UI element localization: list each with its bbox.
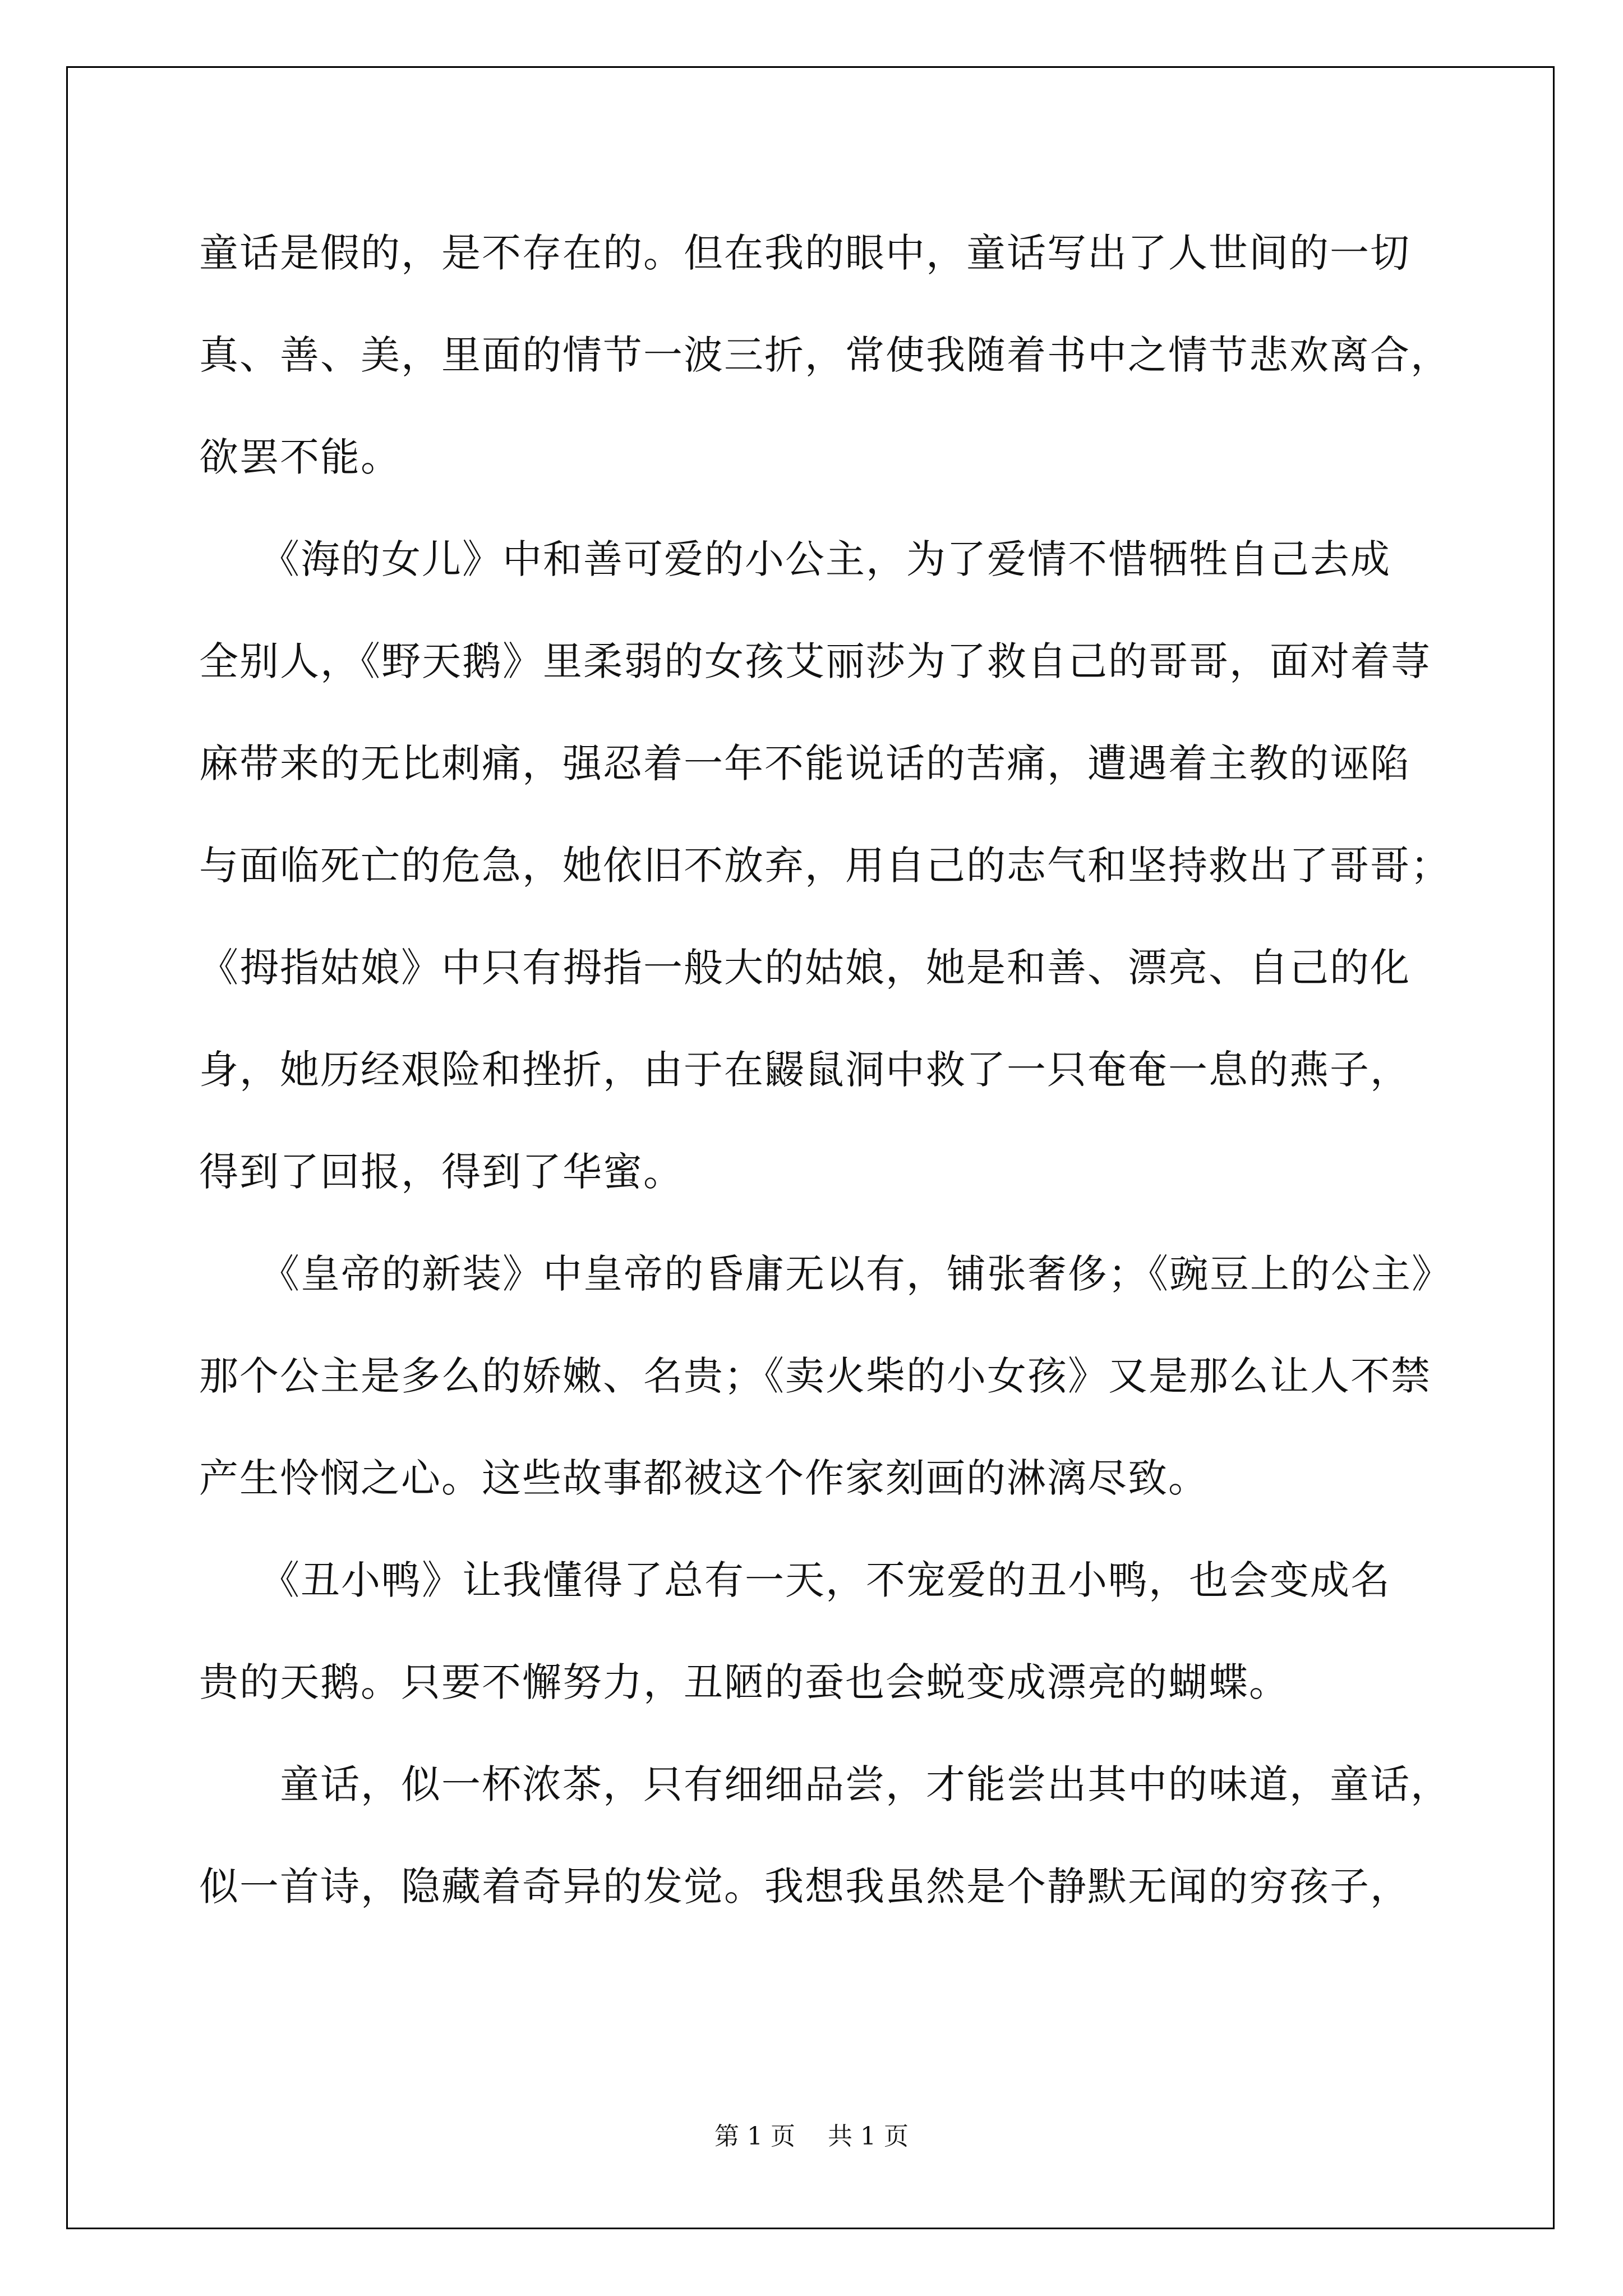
text-line: 童话，似一杯浓茶，只有细细品尝，才能尝出其中的味道，童话， [199,1761,1451,1807]
body-text [199,202,1472,1938]
page-number-footer: 第 1 页 共 1 页 [714,2122,909,2151]
text-line: 全别人，《野天鹅》里柔弱的女孩艾丽莎为了救自己的哥哥，面对着荨 [199,638,1431,684]
text-line: 身，她历经艰险和挫折，由于在鼹鼠洞中救了一只奄奄一息的燕子， [199,1047,1410,1093]
text-line: 贵的天鹅。只要不懈努力，丑陋的蚕也会蜕变成漂亮的蝴蝶。 [199,1659,1289,1705]
text-line: 童话是假的，是不存在的。但在我的眼中，童话写出了人世间的一切 [199,230,1410,276]
text-line: 《海的女儿》中和善可爱的小公主，为了爱情不惜牺牲自己去成 [199,536,1391,582]
text-line: 产生怜悯之心。这些故事都被这个作家刻画的淋漓尽致。 [199,1455,1209,1501]
text-line: 似一首诗，隐藏着奇异的发觉。我想我虽然是个静默无闻的穷孩子， [199,1864,1410,1910]
text-line: 《拇指姑娘》中只有拇指一般大的姑娘，她是和善、漂亮、自己的化 [199,945,1410,991]
text-line: 欲罢不能。 [199,434,401,480]
text-line: 那个公主是多么的娇嫩、名贵；《卖火柴的小女孩》又是那么让人不禁 [199,1353,1431,1399]
text-line: 真、善、美，里面的情节一波三折，常使我随着书中之情节悲欢离合， [199,332,1451,378]
text-line: 得到了回报，得到了华蜜。 [199,1149,684,1195]
text-line: 与面临死亡的危急，她依旧不放弃，用自己的志气和坚持救出了哥哥； [199,843,1451,889]
text-line: 麻带来的无比刺痛，强忍着一年不能说话的苦痛，遭遇着主教的诬陷 [199,740,1410,786]
text-line: 《丑小鸭》让我懂得了总有一天，不宠爱的丑小鸭，也会变成名 [199,1557,1391,1603]
text-line: 《皇帝的新装》中皇帝的昏庸无以有，铺张奢侈；《豌豆上的公主》 [199,1251,1452,1297]
